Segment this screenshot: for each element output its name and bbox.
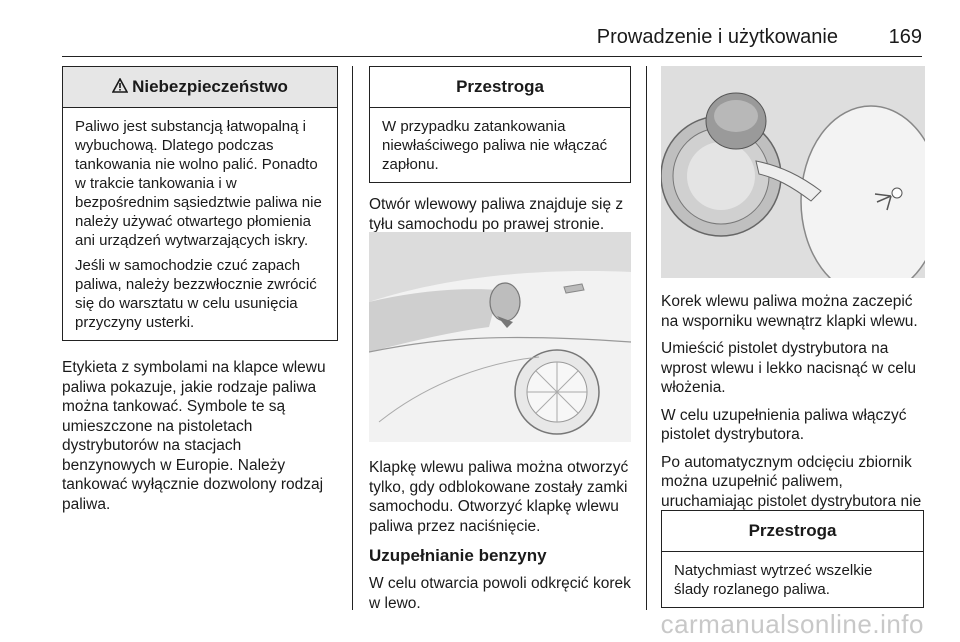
col3-paragraph: Korek wlewu paliwa można zaczepić na wsporniku wewnątrz klapki wlewu. <box>661 293 918 330</box>
col3-paragraph: Po automatycznym odcięciu zbiornik można uzupełnić paliwem, uruchamiając pistolet dystrybutora nie <box>661 453 922 510</box>
danger-paragraph: Paliwo jest substancją łatwopalną i wybuchową. Dlatego podczas tankowania nie wolno palić. Ponadto w trakcie tankowania i w bezpośrednim sąsiedztwie paliwa nie należy używać otwartego płomienia ani urządzeń wytwarzających iskry. <box>75 118 322 249</box>
col3-paragraph: W celu uzupełnienia paliwa włączyć pistolet dystrybutora. <box>661 406 907 443</box>
car-rear-illustration <box>369 232 631 442</box>
caution-box-header: Przestroga <box>370 67 630 108</box>
watermark: carmanualsonline.info <box>660 609 924 639</box>
page-header <box>0 0 960 60</box>
flap-opening-text: Klapkę wlewu paliwa można otworzyć tylko, gdy odblokowane zostały zamki samochodu. Otworzyć klapkę wlewu paliwa przez naciśnięcie. <box>369 459 629 535</box>
danger-box-header <box>63 67 337 108</box>
column-divider <box>646 66 647 610</box>
page-number: 169 <box>888 26 922 48</box>
caution-2-text: Natychmiast wytrzeć wszelkie ślady rozlanego paliwa. <box>674 562 873 598</box>
car-rear-drawing <box>369 232 631 442</box>
fuel-cap-drawing <box>661 66 925 278</box>
danger-box <box>62 66 338 341</box>
cap-opening-text: W celu otwarcia powoli odkręcić korek w lewo. <box>369 575 631 612</box>
fuel-cap-illustration <box>661 66 925 278</box>
column-3 <box>661 66 925 642</box>
caution-text: W przypadku zatankowania niewłaściwego paliwa nie włączać zapłonu. <box>382 118 608 173</box>
danger-paragraph: Jeśli w samochodzie czuć zapach paliwa, należy bezzwłocznie zwrócić się do warsztatu w celu usunięcia przyczyny usterki. <box>75 257 317 331</box>
caution-box-2 <box>661 510 924 608</box>
col3-paragraph: Umieścić pistolet dystrybutora na wprost wlewu i lekko nacisnąć w celu włożenia. <box>661 340 916 396</box>
fuel-label-text: Etykieta z symbolami na klapce wlewu paliwa pokazuje, jakie rodzaje paliwa można tankować. Symbole te są umieszczone na pistoletach dystrybutorów na stacjach benzynowych w Europie. Należy tankować wyłącznie dozwolony rodzaj paliwa. <box>62 359 326 513</box>
caution-box-2-body <box>662 552 923 607</box>
col2-lower <box>369 458 631 613</box>
danger-box-title: Niebezpieczeństwo <box>132 77 288 96</box>
caution-box-2-header: Przestroga <box>662 511 923 552</box>
column-divider <box>352 66 353 610</box>
page-title: Prowadzenie i użytkowanie <box>596 26 838 48</box>
filler-location-text: Otwór wlewowy paliwa znajduje się z tyłu samochodu po prawej stronie. <box>369 196 624 233</box>
column-1 <box>62 66 338 642</box>
column-2 <box>369 66 631 642</box>
danger-box-body <box>63 108 337 340</box>
warning-triangle-icon <box>112 78 128 93</box>
header-rule <box>62 56 922 57</box>
caution-box-body <box>370 108 630 182</box>
caution-box <box>369 66 631 183</box>
refuel-subheading: Uzupełnianie benzyny <box>369 546 547 565</box>
col3-text <box>661 292 925 531</box>
